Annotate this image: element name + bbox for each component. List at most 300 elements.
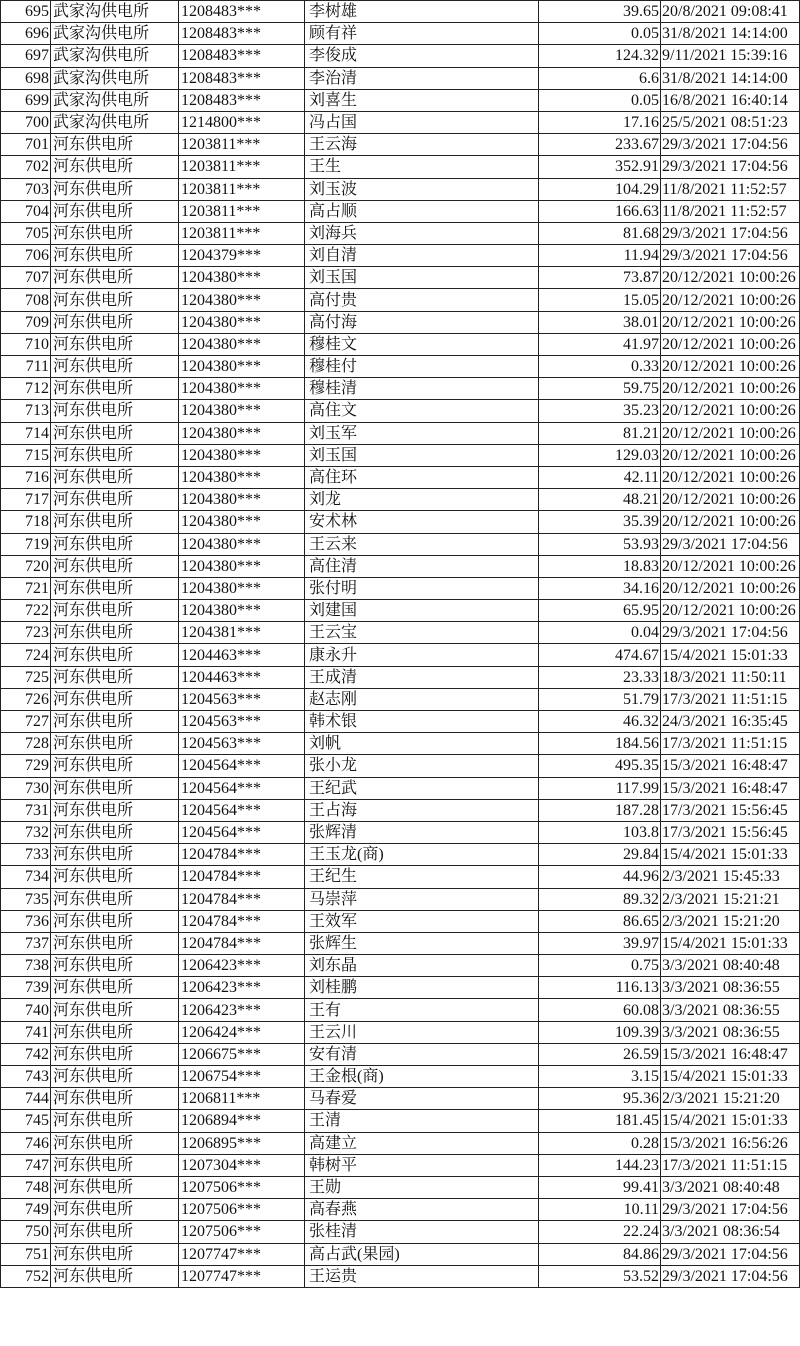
datetime-cell: 20/12/2021 10:00:26 [661, 600, 800, 622]
datetime-cell: 3/3/2021 08:40:48 [661, 1176, 800, 1198]
customer-name-cell: 高占武(果园) [305, 1243, 539, 1265]
station-cell: 武家沟供电所 [51, 1, 179, 23]
customer-name-cell: 刘喜生 [305, 89, 539, 111]
amount-cell: 0.04 [539, 622, 661, 644]
amount-cell: 17.16 [539, 111, 661, 133]
row-number-cell: 705 [1, 222, 51, 244]
account-number-cell: 1206754*** [179, 1066, 305, 1088]
datetime-cell: 17/3/2021 11:51:15 [661, 1154, 800, 1176]
station-cell: 河东供电所 [51, 888, 179, 910]
amount-cell: 73.87 [539, 267, 661, 289]
table-row [1, 400, 800, 422]
table-row [1, 89, 800, 111]
customer-name-cell: 王生 [305, 156, 539, 178]
table-row [1, 111, 800, 133]
account-number-cell: 1204380*** [179, 444, 305, 466]
station-cell: 河东供电所 [51, 777, 179, 799]
amount-cell: 187.28 [539, 799, 661, 821]
datetime-cell: 2/3/2021 15:21:20 [661, 1088, 800, 1110]
customer-name-cell: 王效军 [305, 910, 539, 932]
amount-cell: 39.97 [539, 932, 661, 954]
account-number-cell: 1204564*** [179, 799, 305, 821]
datetime-cell: 29/3/2021 17:04:56 [661, 533, 800, 555]
customer-name-cell: 王成清 [305, 666, 539, 688]
customer-name-cell: 刘海兵 [305, 222, 539, 244]
table-row [1, 1043, 800, 1065]
amount-cell: 124.32 [539, 45, 661, 67]
table-row [1, 999, 800, 1021]
customer-name-cell: 李治清 [305, 67, 539, 89]
table-row [1, 955, 800, 977]
row-number-cell: 751 [1, 1243, 51, 1265]
row-number-cell: 719 [1, 533, 51, 555]
station-cell: 河东供电所 [51, 378, 179, 400]
account-number-cell: 1203811*** [179, 200, 305, 222]
datetime-cell: 20/12/2021 10:00:26 [661, 400, 800, 422]
datetime-cell: 3/3/2021 08:36:55 [661, 977, 800, 999]
account-number-cell: 1204380*** [179, 489, 305, 511]
table-row [1, 267, 800, 289]
amount-cell: 41.97 [539, 333, 661, 355]
amount-cell: 34.16 [539, 577, 661, 599]
table-row [1, 45, 800, 67]
station-cell: 河东供电所 [51, 444, 179, 466]
row-number-cell: 725 [1, 666, 51, 688]
amount-cell: 84.86 [539, 1243, 661, 1265]
account-number-cell: 1204564*** [179, 777, 305, 799]
station-cell: 河东供电所 [51, 533, 179, 555]
table-row [1, 733, 800, 755]
datetime-cell: 2/3/2021 15:21:20 [661, 910, 800, 932]
station-cell: 武家沟供电所 [51, 45, 179, 67]
customer-name-cell: 韩术银 [305, 711, 539, 733]
row-number-cell: 721 [1, 577, 51, 599]
customer-name-cell: 刘玉波 [305, 178, 539, 200]
amount-cell: 0.75 [539, 955, 661, 977]
table-row [1, 577, 800, 599]
amount-cell: 86.65 [539, 910, 661, 932]
account-number-cell: 1204381*** [179, 622, 305, 644]
account-number-cell: 1206675*** [179, 1043, 305, 1065]
row-number-cell: 735 [1, 888, 51, 910]
row-number-cell: 732 [1, 821, 51, 843]
station-cell: 河东供电所 [51, 267, 179, 289]
amount-cell: 0.05 [539, 23, 661, 45]
station-cell: 河东供电所 [51, 1154, 179, 1176]
customer-name-cell: 张辉生 [305, 932, 539, 954]
customer-name-cell: 王勋 [305, 1176, 539, 1198]
station-cell: 河东供电所 [51, 356, 179, 378]
customer-name-cell: 安有清 [305, 1043, 539, 1065]
datetime-cell: 29/3/2021 17:04:56 [661, 1265, 800, 1287]
row-number-cell: 739 [1, 977, 51, 999]
table-row [1, 378, 800, 400]
station-cell: 河东供电所 [51, 1088, 179, 1110]
account-number-cell: 1204380*** [179, 422, 305, 444]
amount-cell: 81.21 [539, 422, 661, 444]
datetime-cell: 29/3/2021 17:04:56 [661, 1199, 800, 1221]
amount-cell: 59.75 [539, 378, 661, 400]
amount-cell: 103.8 [539, 821, 661, 843]
row-number-cell: 741 [1, 1021, 51, 1043]
amount-cell: 474.67 [539, 644, 661, 666]
account-number-cell: 1207747*** [179, 1243, 305, 1265]
datetime-cell: 11/8/2021 11:52:57 [661, 178, 800, 200]
row-number-cell: 729 [1, 755, 51, 777]
amount-cell: 39.65 [539, 1, 661, 23]
datetime-cell: 20/12/2021 10:00:26 [661, 422, 800, 444]
customer-name-cell: 赵志刚 [305, 688, 539, 710]
amount-cell: 117.99 [539, 777, 661, 799]
account-number-cell: 1207747*** [179, 1265, 305, 1287]
table-row [1, 356, 800, 378]
row-number-cell: 697 [1, 45, 51, 67]
datetime-cell: 17/3/2021 15:56:45 [661, 799, 800, 821]
datetime-cell: 20/12/2021 10:00:26 [661, 333, 800, 355]
datetime-cell: 20/12/2021 10:00:26 [661, 511, 800, 533]
datetime-cell: 17/3/2021 11:51:15 [661, 688, 800, 710]
account-number-cell: 1204380*** [179, 289, 305, 311]
station-cell: 河东供电所 [51, 1043, 179, 1065]
amount-cell: 0.28 [539, 1132, 661, 1154]
account-number-cell: 1204784*** [179, 888, 305, 910]
row-number-cell: 714 [1, 422, 51, 444]
customer-name-cell: 王纪武 [305, 777, 539, 799]
account-number-cell: 1207506*** [179, 1176, 305, 1198]
row-number-cell: 701 [1, 134, 51, 156]
datetime-cell: 25/5/2021 08:51:23 [661, 111, 800, 133]
station-cell: 河东供电所 [51, 400, 179, 422]
datetime-cell: 29/3/2021 17:04:56 [661, 245, 800, 267]
amount-cell: 53.93 [539, 533, 661, 555]
station-cell: 河东供电所 [51, 1265, 179, 1287]
amount-cell: 184.56 [539, 733, 661, 755]
table-row [1, 333, 800, 355]
row-number-cell: 726 [1, 688, 51, 710]
amount-cell: 89.32 [539, 888, 661, 910]
table-row [1, 1243, 800, 1265]
datetime-cell: 15/4/2021 15:01:33 [661, 1066, 800, 1088]
account-number-cell: 1204463*** [179, 644, 305, 666]
amount-cell: 23.33 [539, 666, 661, 688]
account-number-cell: 1206895*** [179, 1132, 305, 1154]
amount-cell: 144.23 [539, 1154, 661, 1176]
row-number-cell: 711 [1, 356, 51, 378]
table-row [1, 1265, 800, 1287]
amount-cell: 53.52 [539, 1265, 661, 1287]
amount-cell: 26.59 [539, 1043, 661, 1065]
station-cell: 河东供电所 [51, 134, 179, 156]
row-number-cell: 742 [1, 1043, 51, 1065]
customer-name-cell: 高付贵 [305, 289, 539, 311]
account-number-cell: 1204380*** [179, 533, 305, 555]
account-number-cell: 1208483*** [179, 1, 305, 23]
customer-name-cell: 刘龙 [305, 489, 539, 511]
table-row [1, 932, 800, 954]
row-number-cell: 698 [1, 67, 51, 89]
table-row [1, 555, 800, 577]
datetime-cell: 20/12/2021 10:00:26 [661, 466, 800, 488]
account-number-cell: 1203811*** [179, 134, 305, 156]
account-number-cell: 1204563*** [179, 711, 305, 733]
row-number-cell: 745 [1, 1110, 51, 1132]
table-row [1, 245, 800, 267]
amount-cell: 15.05 [539, 289, 661, 311]
table-row [1, 289, 800, 311]
table-row [1, 1132, 800, 1154]
account-number-cell: 1207506*** [179, 1199, 305, 1221]
amount-cell: 181.45 [539, 1110, 661, 1132]
account-number-cell: 1203811*** [179, 222, 305, 244]
customer-name-cell: 高春燕 [305, 1199, 539, 1221]
account-number-cell: 1206423*** [179, 999, 305, 1021]
row-number-cell: 749 [1, 1199, 51, 1221]
customer-name-cell: 穆桂清 [305, 378, 539, 400]
account-number-cell: 1204380*** [179, 511, 305, 533]
amount-cell: 166.63 [539, 200, 661, 222]
row-number-cell: 703 [1, 178, 51, 200]
station-cell: 河东供电所 [51, 1176, 179, 1198]
datetime-cell: 29/3/2021 17:04:56 [661, 156, 800, 178]
row-number-cell: 736 [1, 910, 51, 932]
account-number-cell: 1203811*** [179, 156, 305, 178]
account-number-cell: 1204380*** [179, 311, 305, 333]
table-row [1, 1176, 800, 1198]
station-cell: 河东供电所 [51, 555, 179, 577]
table-row [1, 1066, 800, 1088]
row-number-cell: 712 [1, 378, 51, 400]
row-number-cell: 748 [1, 1176, 51, 1198]
customer-name-cell: 王云海 [305, 134, 539, 156]
account-number-cell: 1204380*** [179, 356, 305, 378]
account-number-cell: 1204463*** [179, 666, 305, 688]
row-number-cell: 738 [1, 955, 51, 977]
account-number-cell: 1204564*** [179, 821, 305, 843]
datetime-cell: 20/12/2021 10:00:26 [661, 356, 800, 378]
table-row [1, 644, 800, 666]
station-cell: 河东供电所 [51, 489, 179, 511]
account-number-cell: 1204379*** [179, 245, 305, 267]
account-number-cell: 1214800*** [179, 111, 305, 133]
amount-cell: 0.05 [539, 89, 661, 111]
customer-name-cell: 王金根(商) [305, 1066, 539, 1088]
station-cell: 河东供电所 [51, 733, 179, 755]
row-number-cell: 716 [1, 466, 51, 488]
table-row [1, 711, 800, 733]
datetime-cell: 20/12/2021 10:00:26 [661, 378, 800, 400]
amount-cell: 104.29 [539, 178, 661, 200]
row-number-cell: 747 [1, 1154, 51, 1176]
datetime-cell: 15/3/2021 16:48:47 [661, 777, 800, 799]
table-row [1, 666, 800, 688]
account-number-cell: 1204380*** [179, 555, 305, 577]
amount-cell: 3.15 [539, 1066, 661, 1088]
amount-cell: 10.11 [539, 1199, 661, 1221]
table-row [1, 178, 800, 200]
station-cell: 河东供电所 [51, 1243, 179, 1265]
customer-name-cell: 高付海 [305, 311, 539, 333]
table-row [1, 23, 800, 45]
row-number-cell: 734 [1, 866, 51, 888]
row-number-cell: 696 [1, 23, 51, 45]
customer-name-cell: 王玉龙(商) [305, 844, 539, 866]
station-cell: 武家沟供电所 [51, 23, 179, 45]
customer-name-cell: 高占顺 [305, 200, 539, 222]
amount-cell: 35.23 [539, 400, 661, 422]
station-cell: 河东供电所 [51, 422, 179, 444]
station-cell: 武家沟供电所 [51, 111, 179, 133]
customer-name-cell: 李俊成 [305, 45, 539, 67]
customer-name-cell: 王云川 [305, 1021, 539, 1043]
datetime-cell: 15/4/2021 15:01:33 [661, 1110, 800, 1132]
table-row [1, 156, 800, 178]
customer-name-cell: 马崇萍 [305, 888, 539, 910]
customer-name-cell: 王云宝 [305, 622, 539, 644]
amount-cell: 99.41 [539, 1176, 661, 1198]
account-number-cell: 1203811*** [179, 178, 305, 200]
table-row [1, 1, 800, 23]
customer-name-cell: 王清 [305, 1110, 539, 1132]
row-number-cell: 750 [1, 1221, 51, 1243]
account-number-cell: 1208483*** [179, 23, 305, 45]
row-number-cell: 710 [1, 333, 51, 355]
row-number-cell: 728 [1, 733, 51, 755]
station-cell: 河东供电所 [51, 977, 179, 999]
account-number-cell: 1204784*** [179, 932, 305, 954]
row-number-cell: 706 [1, 245, 51, 267]
station-cell: 河东供电所 [51, 1021, 179, 1043]
amount-cell: 51.79 [539, 688, 661, 710]
account-number-cell: 1204784*** [179, 866, 305, 888]
table-row [1, 489, 800, 511]
datetime-cell: 20/12/2021 10:00:26 [661, 289, 800, 311]
datetime-cell: 29/3/2021 17:04:56 [661, 1243, 800, 1265]
station-cell: 河东供电所 [51, 222, 179, 244]
table-row [1, 622, 800, 644]
customer-name-cell: 刘帆 [305, 733, 539, 755]
row-number-cell: 731 [1, 799, 51, 821]
row-number-cell: 700 [1, 111, 51, 133]
datetime-cell: 24/3/2021 16:35:45 [661, 711, 800, 733]
account-number-cell: 1207304*** [179, 1154, 305, 1176]
datetime-cell: 20/12/2021 10:00:26 [661, 489, 800, 511]
account-number-cell: 1204380*** [179, 600, 305, 622]
customer-name-cell: 刘玉国 [305, 267, 539, 289]
station-cell: 河东供电所 [51, 688, 179, 710]
customer-name-cell: 刘桂鹏 [305, 977, 539, 999]
row-number-cell: 737 [1, 932, 51, 954]
amount-cell: 233.67 [539, 134, 661, 156]
table-body [1, 1, 800, 1288]
customer-name-cell: 刘自清 [305, 245, 539, 267]
customer-name-cell: 王有 [305, 999, 539, 1021]
customer-name-cell: 冯占国 [305, 111, 539, 133]
amount-cell: 46.32 [539, 711, 661, 733]
station-cell: 河东供电所 [51, 821, 179, 843]
table-row [1, 533, 800, 555]
table-row [1, 1221, 800, 1243]
amount-cell: 42.11 [539, 466, 661, 488]
row-number-cell: 743 [1, 1066, 51, 1088]
amount-cell: 38.01 [539, 311, 661, 333]
row-number-cell: 695 [1, 1, 51, 23]
account-number-cell: 1206423*** [179, 955, 305, 977]
station-cell: 河东供电所 [51, 799, 179, 821]
amount-cell: 352.91 [539, 156, 661, 178]
station-cell: 武家沟供电所 [51, 89, 179, 111]
account-number-cell: 1204380*** [179, 400, 305, 422]
customer-name-cell: 穆桂付 [305, 356, 539, 378]
account-number-cell: 1206894*** [179, 1110, 305, 1132]
account-number-cell: 1204380*** [179, 577, 305, 599]
table-row [1, 910, 800, 932]
customer-name-cell: 高住文 [305, 400, 539, 422]
amount-cell: 116.13 [539, 977, 661, 999]
datetime-cell: 15/3/2021 16:56:26 [661, 1132, 800, 1154]
account-number-cell: 1204380*** [179, 466, 305, 488]
datetime-cell: 31/8/2021 14:14:00 [661, 23, 800, 45]
station-cell: 河东供电所 [51, 844, 179, 866]
customer-name-cell: 穆桂文 [305, 333, 539, 355]
amount-cell: 129.03 [539, 444, 661, 466]
table-row [1, 888, 800, 910]
customer-name-cell: 刘玉国 [305, 444, 539, 466]
amount-cell: 495.35 [539, 755, 661, 777]
table-row [1, 799, 800, 821]
datetime-cell: 16/8/2021 16:40:14 [661, 89, 800, 111]
datetime-cell: 31/8/2021 14:14:00 [661, 67, 800, 89]
amount-cell: 65.95 [539, 600, 661, 622]
table-row [1, 600, 800, 622]
datetime-cell: 20/12/2021 10:00:26 [661, 311, 800, 333]
table-row [1, 1110, 800, 1132]
station-cell: 河东供电所 [51, 577, 179, 599]
datetime-cell: 20/12/2021 10:00:26 [661, 555, 800, 577]
table-row [1, 755, 800, 777]
account-number-cell: 1206811*** [179, 1088, 305, 1110]
account-number-cell: 1204380*** [179, 333, 305, 355]
amount-cell: 48.21 [539, 489, 661, 511]
account-number-cell: 1207506*** [179, 1221, 305, 1243]
datetime-cell: 2/3/2021 15:21:21 [661, 888, 800, 910]
customer-name-cell: 高住清 [305, 555, 539, 577]
amount-cell: 44.96 [539, 866, 661, 888]
amount-cell: 11.94 [539, 245, 661, 267]
amount-cell: 18.83 [539, 555, 661, 577]
account-number-cell: 1208483*** [179, 45, 305, 67]
datetime-cell: 18/3/2021 11:50:11 [661, 666, 800, 688]
row-number-cell: 733 [1, 844, 51, 866]
station-cell: 武家沟供电所 [51, 67, 179, 89]
station-cell: 河东供电所 [51, 245, 179, 267]
station-cell: 河东供电所 [51, 1110, 179, 1132]
table-row [1, 222, 800, 244]
table-row [1, 466, 800, 488]
table-row [1, 866, 800, 888]
datetime-cell: 29/3/2021 17:04:56 [661, 134, 800, 156]
customer-name-cell: 张小龙 [305, 755, 539, 777]
amount-cell: 6.6 [539, 67, 661, 89]
row-number-cell: 718 [1, 511, 51, 533]
station-cell: 河东供电所 [51, 1221, 179, 1243]
station-cell: 河东供电所 [51, 511, 179, 533]
customer-name-cell: 马春爱 [305, 1088, 539, 1110]
datetime-cell: 11/8/2021 11:52:57 [661, 200, 800, 222]
station-cell: 河东供电所 [51, 178, 179, 200]
amount-cell: 109.39 [539, 1021, 661, 1043]
account-number-cell: 1204380*** [179, 378, 305, 400]
datetime-cell: 3/3/2021 08:40:48 [661, 955, 800, 977]
